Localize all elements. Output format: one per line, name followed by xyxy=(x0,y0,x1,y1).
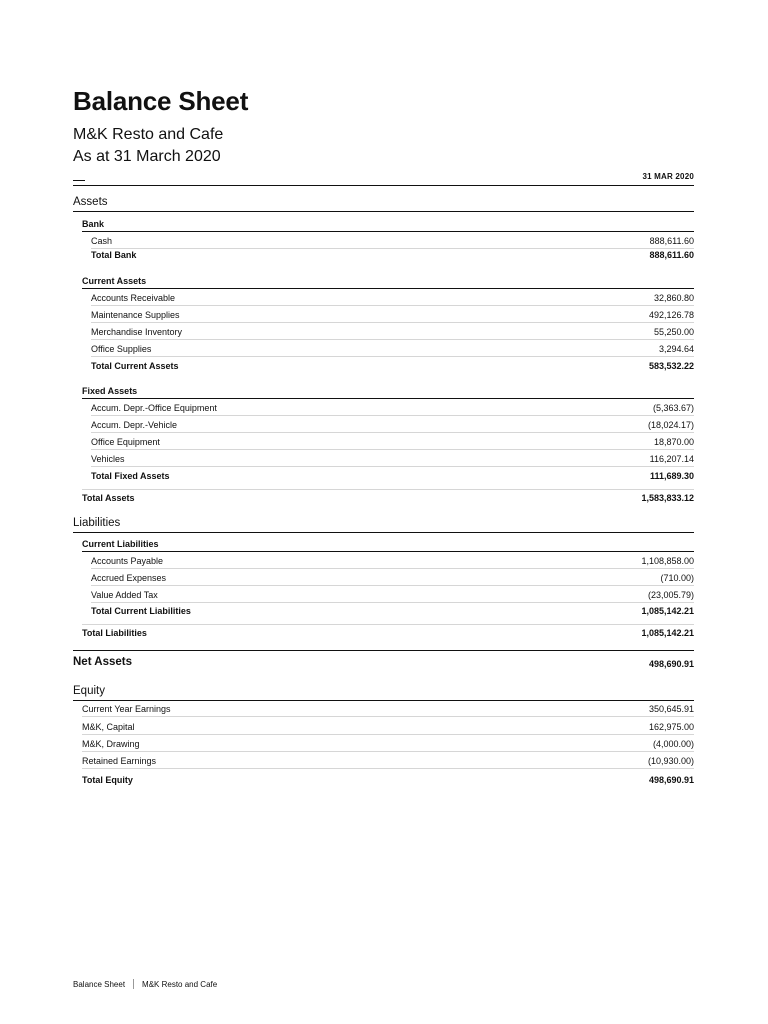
divider xyxy=(73,650,694,651)
total-row xyxy=(82,770,694,787)
row-amount: (18,024.17) xyxy=(647,420,694,430)
row-amount: (23,005.79) xyxy=(647,590,694,600)
row-label: Accrued Expenses xyxy=(91,573,167,583)
divider xyxy=(82,489,694,490)
table-row xyxy=(91,306,694,323)
divider xyxy=(73,185,694,186)
row-amount: 116,207.14 xyxy=(649,454,694,464)
group-heading-current-assets: Current Assets xyxy=(82,276,147,286)
report-date: As at 31 March 2020 xyxy=(73,148,221,165)
row-label: Current Year Earnings xyxy=(82,704,171,714)
row-amount: 18,870.00 xyxy=(653,437,694,447)
row-amount: (5,363.67) xyxy=(652,403,694,413)
total-amount: 1,583,833.12 xyxy=(641,493,694,503)
divider xyxy=(73,532,694,533)
row-label: M&K, Capital xyxy=(82,722,135,732)
row-label: Accum. Depr.-Vehicle xyxy=(91,420,178,430)
page-footer xyxy=(73,979,217,989)
section-heading-equity: Equity xyxy=(73,685,105,697)
total-label: Total Current Liabilities xyxy=(91,606,191,616)
table-row xyxy=(91,399,694,416)
divider xyxy=(73,180,85,181)
report-title: Balance Sheet xyxy=(73,86,249,116)
table-row xyxy=(91,323,694,340)
net-assets-amount: 498,690.91 xyxy=(648,659,694,669)
table-row xyxy=(91,433,694,450)
row-amount: 350,645.91 xyxy=(648,704,694,714)
row-label: Office Supplies xyxy=(91,344,152,354)
row-label: Maintenance Supplies xyxy=(91,310,180,320)
row-amount: 162,975.00 xyxy=(648,722,694,732)
row-amount: 888,611.60 xyxy=(649,236,694,246)
total-amount: 888,611.60 xyxy=(649,250,694,260)
row-amount: 492,126.78 xyxy=(648,310,694,320)
row-label: Cash xyxy=(91,236,113,246)
row-amount: 3,294.64 xyxy=(658,344,694,354)
total-label: Total Current Assets xyxy=(91,361,179,371)
table-row xyxy=(91,552,694,569)
column-header-date: 31 MAR 2020 xyxy=(642,172,694,181)
row-label: M&K, Drawing xyxy=(82,739,140,749)
total-label: Total Liabilities xyxy=(82,628,147,638)
section-heading-assets: Assets xyxy=(73,196,108,208)
table-row xyxy=(82,700,694,717)
table-row xyxy=(82,735,694,752)
total-amount: 111,689.30 xyxy=(649,471,694,481)
table-row xyxy=(91,569,694,586)
row-label: Office Equipment xyxy=(91,437,160,447)
total-label: Total Equity xyxy=(82,775,133,785)
total-label: Total Assets xyxy=(82,493,135,503)
footer-separator xyxy=(133,979,134,989)
row-amount: (710.00) xyxy=(660,573,694,583)
total-label: Total Fixed Assets xyxy=(91,471,170,481)
row-label: Value Added Tax xyxy=(91,590,158,600)
table-row xyxy=(91,416,694,433)
footer-report-name: Balance Sheet xyxy=(73,979,126,989)
row-label: Accounts Payable xyxy=(91,556,164,566)
group-heading-fixed-assets: Fixed Assets xyxy=(82,386,138,396)
row-amount: 1,108,858.00 xyxy=(641,556,694,566)
row-amount: 55,250.00 xyxy=(653,327,694,337)
total-row xyxy=(91,466,694,483)
total-amount: 1,085,142.21 xyxy=(641,628,694,638)
section-heading-liabilities: Liabilities xyxy=(73,517,121,529)
row-label: Accounts Receivable xyxy=(91,293,176,303)
total-amount: 583,532.22 xyxy=(648,361,694,371)
group-heading-current-liabilities: Current Liabilities xyxy=(82,539,159,549)
row-label: Retained Earnings xyxy=(82,756,157,766)
total-amount: 1,085,142.21 xyxy=(641,606,694,616)
net-assets-label: Net Assets xyxy=(73,656,133,668)
table-row xyxy=(82,718,694,735)
footer-organisation: M&K Resto and Cafe xyxy=(142,979,218,989)
total-row xyxy=(91,356,694,373)
table-row xyxy=(91,340,694,357)
total-row xyxy=(91,601,694,618)
total-label: Total Bank xyxy=(91,250,137,260)
row-label: Vehicles xyxy=(91,454,125,464)
total-amount: 498,690.91 xyxy=(648,775,694,785)
table-row xyxy=(82,752,694,769)
group-heading-bank: Bank xyxy=(82,219,105,229)
total-row xyxy=(91,245,694,262)
divider xyxy=(82,624,694,625)
table-row xyxy=(91,289,694,306)
row-label: Accum. Depr.-Office Equipment xyxy=(91,403,217,413)
row-amount: 32,860.80 xyxy=(653,293,694,303)
row-amount: (4,000.00) xyxy=(652,739,694,749)
row-label: Merchandise Inventory xyxy=(91,327,183,337)
divider xyxy=(73,211,694,212)
organisation-name: M&K Resto and Cafe xyxy=(73,126,224,143)
table-row xyxy=(91,450,694,467)
row-amount: (10,930.00) xyxy=(647,756,694,766)
